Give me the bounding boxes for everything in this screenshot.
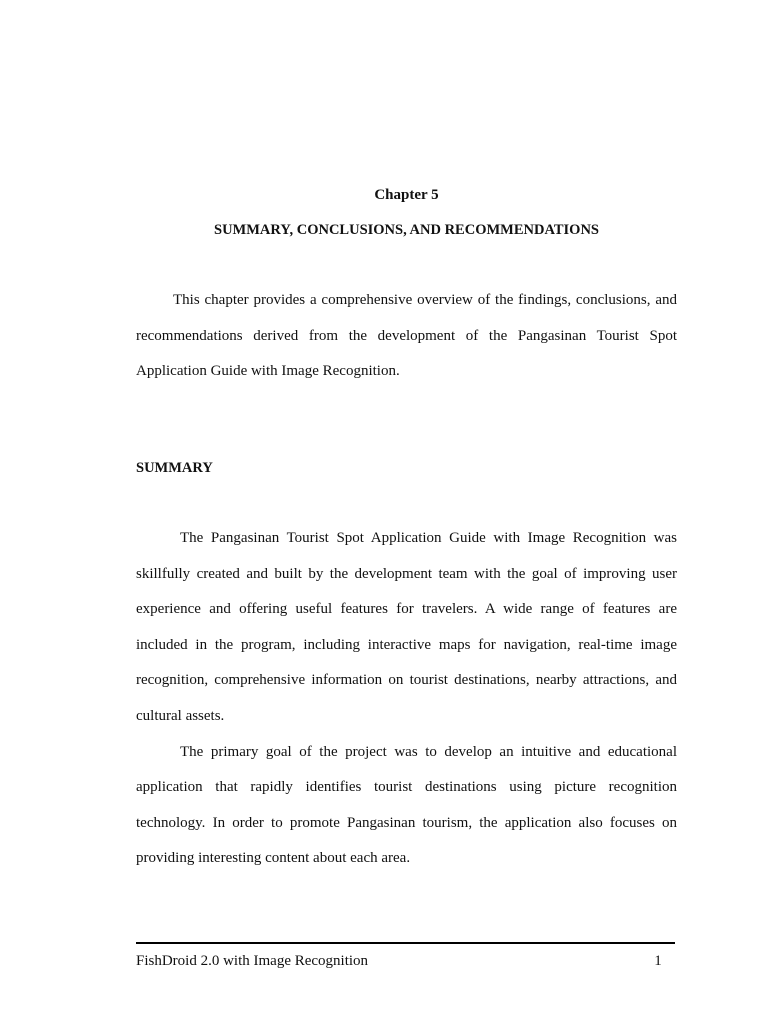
summary-paragraph-1: The Pangasinan Tourist Spot Application Guide with Image Recognition was skillfully created and built by the development team with the goal of improving user experience and offering useful features for travelers. A wide range of features are included in the program, including interactive maps for navigation, real-time image recognition, comprehensive information on tourist destinations, nearby attractions, and cultural assets.	[136, 530, 677, 724]
page-number: 1	[654, 953, 662, 969]
summary-paragraph-2: The primary goal of the project was to develop an intuitive and educational application that rapidly identifies tourist destinations using picture recognition technology. In order to promote Pangasinan tourism, the application also focuses on providing interesting content about each area.	[136, 743, 677, 867]
chapter-title: Chapter 5	[374, 187, 439, 203]
footer-title: FishDroid 2.0 with Image Recognition	[136, 953, 369, 969]
intro-section	[136, 283, 677, 390]
chapter-subtitle: SUMMARY, CONCLUSIONS, AND RECOMMENDATIONS	[214, 222, 599, 238]
footer-divider	[136, 942, 675, 944]
intro-paragraph: This chapter provides a comprehensive overview of the findings, conclusions, and recommendations derived from the development of the Pangasinan Tourist Spot Application Guide with Image Recognition.	[136, 292, 677, 380]
summary-heading: SUMMARY	[136, 460, 213, 476]
summary-section	[136, 521, 677, 877]
